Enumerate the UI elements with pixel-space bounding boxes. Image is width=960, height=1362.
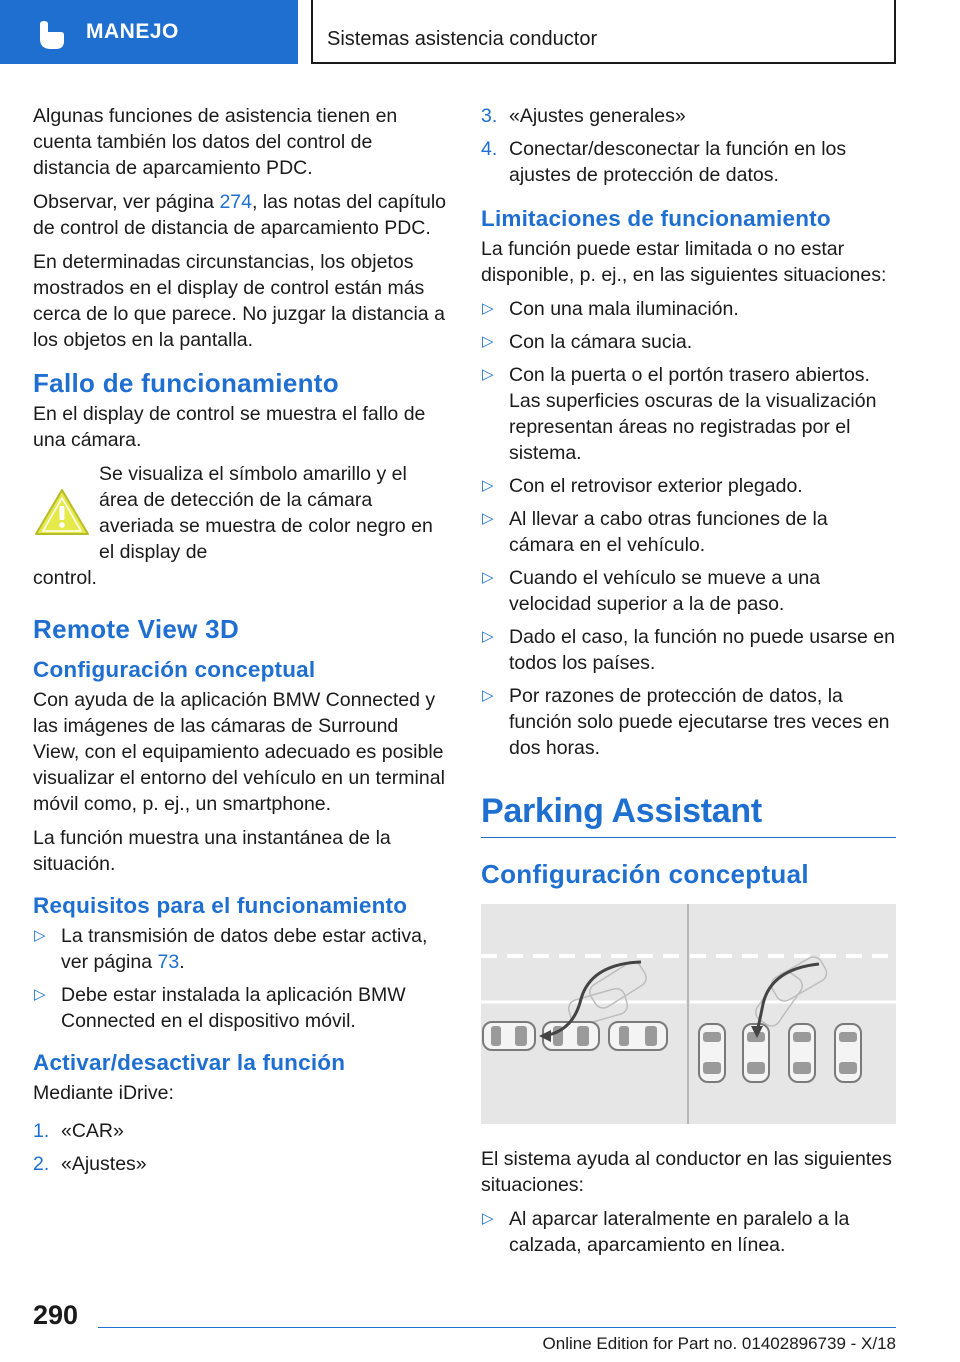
text: Al aparcar lateralmente en paralelo a la calzada, aparcamiento en línea. (509, 1208, 850, 1256)
heading-requisitos: Requisitos para el funcionamiento (33, 893, 408, 918)
step-text: «Ajustes» (61, 1153, 147, 1175)
triangle-bullet-icon: ▷ (482, 477, 494, 494)
section-title: Sistemas asistencia conductor (327, 28, 598, 50)
requirements-list (33, 923, 449, 1034)
text: Con la cámara sucia. (509, 331, 693, 353)
triangle-bullet-icon: ▷ (482, 628, 494, 645)
step-number: 4. (481, 138, 498, 160)
heading-configuracion-parking: Configuración conceptual (481, 859, 809, 889)
triangle-bullet-icon: ▷ (482, 687, 494, 704)
warning-triangle-icon (33, 487, 91, 537)
text: Con la puerta o el portón trasero abiertos. Las superficies oscuras de la visualización representan áreas no registradas por el sistema. (509, 364, 877, 464)
text: Cuando el vehículo se mueve a una velocidad superior a la de paso. (509, 567, 821, 615)
situations-list (481, 1206, 896, 1258)
triangle-bullet-icon: ▷ (482, 1210, 494, 1227)
limitations-list (481, 296, 896, 761)
step-number: 3. (481, 105, 498, 127)
parking-illustration (481, 904, 896, 1124)
step-item (33, 1118, 449, 1144)
triangle-bullet-icon: ▷ (482, 300, 494, 317)
paragraph: La función puede estar limitada o no estar disponible, p. ej., en las siguientes situaciones: (481, 238, 887, 286)
text: Al llevar a cabo otras funciones de la cámara en el vehículo. (509, 508, 828, 556)
section-header (311, 0, 896, 64)
list-item (481, 473, 896, 499)
list-item (481, 506, 896, 558)
step-text: Conectar/desconectar la función en los ajustes de protección de datos. (509, 138, 847, 186)
heading-limitaciones: Limitaciones de funcionamiento (481, 206, 831, 231)
triangle-bullet-icon: ▷ (34, 927, 46, 944)
footer-divider (98, 1327, 896, 1328)
page-link[interactable]: 274 (219, 191, 252, 213)
paragraph: Mediante iDrive: (33, 1082, 174, 1104)
left-column (33, 103, 449, 1185)
steps-list (481, 103, 896, 188)
list-item (481, 565, 896, 617)
warning-note (33, 461, 449, 591)
page-link[interactable]: 73 (157, 951, 180, 973)
warning-text: Se visualiza el símbolo amarillo y el área de detección de la cámara averiada se muestra de color negro en el display de (99, 463, 433, 563)
paragraph: En determinadas circunstancias, los objetos mostrados en el display de control están más cerca de lo que parece. No juzgar la distancia a los objetos en la pantalla. (33, 251, 445, 351)
text: Dado el caso, la función no puede usarse en todos los países. (509, 626, 895, 674)
parking-diagram (481, 904, 896, 1124)
hand-pointer-icon (34, 20, 68, 52)
step-number: 1. (33, 1120, 50, 1142)
text: , las notas del capítulo de control de distancia de aparcamiento PDC. (33, 191, 447, 239)
triangle-bullet-icon: ▷ (482, 366, 494, 383)
step-item (481, 103, 896, 129)
triangle-bullet-icon: ▷ (34, 986, 46, 1003)
paragraph (33, 189, 449, 241)
triangle-bullet-icon: ▷ (482, 510, 494, 527)
heading-configuracion: Configuración conceptual (33, 657, 316, 682)
paragraph: El sistema ayuda al conductor en las siguientes situaciones: (481, 1148, 892, 1196)
heading-activar: Activar/desactivar la función (33, 1050, 346, 1075)
list-item (481, 296, 896, 322)
text: La transmisión de datos debe estar activa, ver página (61, 925, 428, 973)
chapter-tab[interactable] (0, 0, 298, 64)
list-item (481, 362, 896, 466)
paragraph: La función muestra una instantánea de la situación. (33, 827, 391, 875)
list-item (481, 1206, 896, 1258)
list-item (33, 982, 449, 1034)
triangle-bullet-icon: ▷ (482, 333, 494, 350)
text: Con una mala iluminación. (509, 298, 739, 320)
paragraph: En el display de control se muestra el fallo de una cámara. (33, 403, 426, 451)
heading-parking-assistant: Parking Assistant (481, 792, 762, 830)
triangle-bullet-icon: ▷ (482, 569, 494, 586)
text: Por razones de protección de datos, la función solo puede ejecutarse tres veces en dos horas. (509, 685, 890, 759)
edition-note: Online Edition for Part no. 01402896739 - X/18 (542, 1334, 896, 1353)
chapter-label: MANEJO (86, 20, 179, 43)
text: Debe estar instalada la aplicación BMW Connected en el dispositivo móvil. (61, 984, 406, 1032)
steps-list (33, 1118, 449, 1177)
step-item (33, 1151, 449, 1177)
right-column (481, 103, 896, 1266)
heading-fallo: Fallo de funcionamiento (33, 368, 339, 398)
step-number: 2. (33, 1153, 50, 1175)
list-item (481, 329, 896, 355)
paragraph: Algunas funciones de asistencia tienen en cuenta también los datos del control de distancia de aparcamiento PDC. (33, 105, 398, 179)
paragraph: Con ayuda de la aplicación BMW Connected y las imágenes de las cámaras de Surround View, con el equipamiento adecuado es posible visualizar el entorno del vehículo en un terminal móvil como, p. ej., un smartphone. (33, 689, 445, 815)
text: Observar, ver página (33, 191, 220, 213)
page-number: 290 (33, 1300, 79, 1330)
chapter-heading (481, 791, 896, 838)
text: Con el retrovisor exterior plegado. (509, 475, 803, 497)
warning-text-tail: control. (33, 567, 97, 589)
list-item (481, 624, 896, 676)
step-item (481, 136, 896, 188)
heading-remote-view: Remote View 3D (33, 614, 240, 644)
step-text: «Ajustes generales» (509, 105, 686, 127)
step-text: «CAR» (61, 1120, 124, 1142)
list-item (481, 683, 896, 761)
text: . (179, 951, 185, 973)
list-item (33, 923, 449, 975)
